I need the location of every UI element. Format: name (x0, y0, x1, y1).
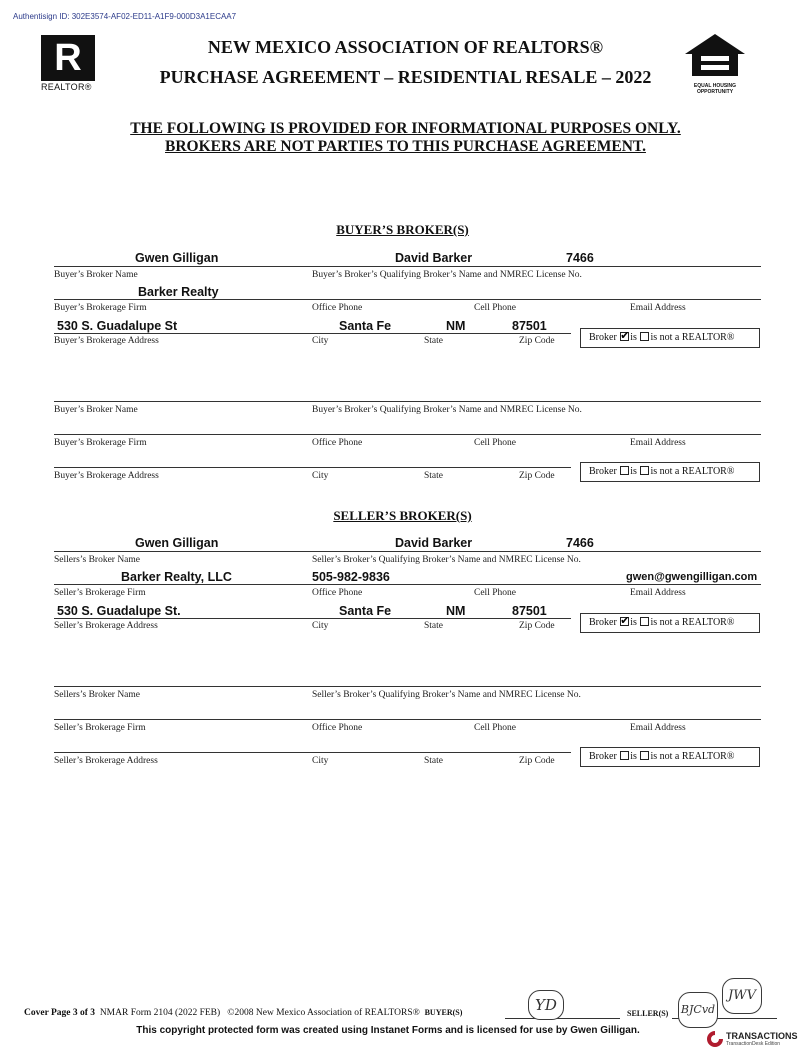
cell-phone-label: Cell Phone (474, 303, 516, 313)
divider (54, 467, 571, 468)
buyer-qualifying-label: Buyer’s Broker’s Qualifying Broker’s Name and NMREC License No. (312, 405, 582, 415)
cell-phone-label: Cell Phone (474, 588, 516, 598)
realtor-letter: R (54, 37, 82, 79)
seller-qualifying-name-value[interactable]: David Barker (395, 536, 473, 550)
is-not-realtor-checkbox[interactable] (640, 751, 649, 760)
realtor-word: REALTOR® (41, 82, 92, 92)
broker-label: Broker (589, 751, 617, 762)
sellers-section-title: SELLER’S BROKER(S) (333, 508, 472, 523)
cell-phone-label: Cell Phone (474, 438, 516, 448)
city-label: City (312, 621, 329, 631)
buyer-broker-name-label: Buyer’s Broker Name (54, 270, 138, 280)
state-label: State (424, 336, 443, 346)
buyer-state-value[interactable]: NM (446, 319, 466, 333)
eho-label-1: EQUAL HOUSING (693, 83, 737, 89)
buyer-broker-name-value[interactable]: Gwen Gilligan (135, 251, 219, 265)
seller-address-value[interactable]: 530 S. Guadalupe St. (57, 604, 181, 618)
is-not-label: is not a REALTOR® (650, 466, 735, 477)
is-label: is (630, 617, 637, 628)
seller-broker-name-label: Sellers’s Broker Name (54, 555, 141, 565)
is-not-label: is not a REALTOR® (650, 617, 735, 628)
form-title: PURCHASE AGREEMENT – RESIDENTIAL RESALE – 2022 (159, 67, 652, 87)
divider (54, 333, 571, 334)
seller-office-phone-value[interactable]: 505-982-9836 (312, 570, 390, 584)
zip-label: Zip Code (519, 756, 555, 766)
buyer-initials-text: YD (535, 996, 557, 1014)
seller-address-label: Seller’s Brokerage Address (54, 621, 158, 631)
is-realtor-checkbox[interactable] (620, 751, 629, 760)
seller-email-value[interactable]: gwen@gwengilligan.com (626, 571, 758, 583)
state-label: State (424, 756, 443, 766)
divider (54, 299, 761, 300)
buyer-firm-value[interactable]: Barker Realty (138, 285, 219, 299)
seller-broker-name-label: Sellers’s Broker Name (54, 690, 141, 700)
license-notice: This copyright protected form was created using Instanet Forms and is licensed for use by Gwen Gilligan. (136, 1025, 640, 1036)
office-phone-label: Office Phone (312, 723, 363, 733)
seller-address-label: Seller’s Brokerage Address (54, 756, 158, 766)
footer-page: Cover Page 3 of 3 (24, 1008, 96, 1018)
footer-line (24, 1008, 462, 1018)
buyer-address-label: Buyer’s Brokerage Address (54, 471, 159, 481)
transactions-brand: TRANSACTIONS (726, 1031, 798, 1041)
seller-city-value[interactable]: Santa Fe (339, 604, 392, 618)
realtor-status-box (580, 328, 760, 348)
divider (54, 584, 761, 585)
seller-firm-value[interactable]: Barker Realty, LLC (121, 570, 232, 584)
zip-label: Zip Code (519, 471, 555, 481)
is-not-realtor-checkbox[interactable] (640, 466, 649, 475)
notice-line-2: BROKERS ARE NOT PARTIES TO THIS PURCHASE AGREEMENT. (165, 138, 646, 155)
authentisign-id: Authentisign ID: 302E3574-AF02-ED11-A1F9-000D3A1ECAA7 (13, 12, 237, 21)
seller-initials-signature-1[interactable] (678, 992, 718, 1028)
sellers-initials-label: SELLER(S) (627, 1009, 669, 1018)
divider (54, 434, 761, 435)
is-label: is (630, 466, 637, 477)
is-not-realtor-checkbox[interactable] (640, 332, 649, 341)
seller-zip-value[interactable]: 87501 (512, 604, 547, 618)
buyer-qualifying-name-value[interactable]: David Barker (395, 251, 473, 265)
divider (54, 686, 761, 687)
broker-label: Broker (589, 617, 617, 628)
email-label: Email Address (630, 723, 686, 733)
office-phone-label: Office Phone (312, 588, 363, 598)
divider (54, 752, 571, 753)
org-title: NEW MEXICO ASSOCIATION OF REALTORS® (207, 37, 604, 57)
email-label: Email Address (630, 438, 686, 448)
seller-license-value[interactable]: 7466 (566, 536, 594, 550)
seller-initials-signature-2[interactable] (722, 978, 762, 1014)
seller-initials-text-1: BJCvd (680, 1003, 716, 1016)
is-realtor-checkbox[interactable] (620, 332, 629, 341)
city-label: City (312, 336, 329, 346)
seller-initials-text-2: JWV (728, 988, 756, 1003)
buyer-qualifying-label: Buyer’s Broker’s Qualifying Broker’s Name and NMREC License No. (312, 270, 582, 280)
is-realtor-checkbox[interactable] (620, 617, 629, 626)
city-label: City (312, 471, 329, 481)
buyer-address-label: Buyer’s Brokerage Address (54, 336, 159, 346)
is-not-realtor-checkbox[interactable] (640, 617, 649, 626)
buyer-address-value[interactable]: 530 S. Guadalupe St (57, 319, 178, 333)
seller-qualifying-label: Seller’s Broker’s Qualifying Broker’s Name and NMREC License No. (312, 690, 581, 700)
zip-label: Zip Code (519, 621, 555, 631)
seller-qualifying-label: Seller’s Broker’s Qualifying Broker’s Name and NMREC License No. (312, 555, 581, 565)
divider (54, 266, 761, 267)
state-label: State (424, 621, 443, 631)
email-label: Email Address (630, 588, 686, 598)
seller-state-value[interactable]: NM (446, 604, 466, 618)
transactions-logo (706, 1030, 806, 1048)
seller-firm-label: Seller’s Brokerage Firm (54, 588, 146, 598)
city-label: City (312, 756, 329, 766)
realtor-status-box (580, 747, 760, 767)
divider (54, 719, 761, 720)
buyer-initials-signature[interactable] (528, 990, 564, 1020)
is-label: is (630, 751, 637, 762)
buyer-broker-name-label: Buyer’s Broker Name (54, 405, 138, 415)
buyer-firm-label: Buyer’s Brokerage Firm (54, 438, 147, 448)
realtor-status-box (580, 462, 760, 482)
divider (54, 618, 571, 619)
transactions-icon (706, 1030, 724, 1048)
broker-label: Broker (589, 466, 617, 477)
is-not-label: is not a REALTOR® (650, 332, 735, 343)
seller-firm-label: Seller’s Brokerage Firm (54, 723, 146, 733)
footer-form-no: NMAR Form 2104 (2022 FEB) (99, 1008, 221, 1018)
buyers-initials-label: BUYER(S) (424, 1008, 463, 1017)
buyers-section-title: BUYER’S BROKER(S) (336, 222, 469, 237)
is-realtor-checkbox[interactable] (620, 466, 629, 475)
footer-copyright: ©2008 New Mexico Association of REALTORS® (227, 1008, 420, 1018)
divider (54, 401, 761, 402)
office-phone-label: Office Phone (312, 303, 363, 313)
buyer-license-value[interactable]: 7466 (566, 251, 594, 265)
is-not-label: is not a REALTOR® (650, 751, 735, 762)
transactions-sub: TransactionDesk Edition (726, 1041, 781, 1047)
buyer-zip-value[interactable]: 87501 (512, 319, 547, 333)
seller-broker-name-value[interactable]: Gwen Gilligan (135, 536, 219, 550)
zip-label: Zip Code (519, 336, 555, 346)
realtor-status-box (580, 613, 760, 633)
broker-label: Broker (589, 332, 617, 343)
office-phone-label: Office Phone (312, 438, 363, 448)
cell-phone-label: Cell Phone (474, 723, 516, 733)
eho-label-2: OPPORTUNITY (696, 89, 734, 95)
notice-line-1: THE FOLLOWING IS PROVIDED FOR INFORMATIONAL PURPOSES ONLY. (130, 120, 681, 137)
state-label: State (424, 471, 443, 481)
buyer-firm-label: Buyer’s Brokerage Firm (54, 303, 147, 313)
buyer-city-value[interactable]: Santa Fe (339, 319, 392, 333)
divider (54, 551, 761, 552)
is-label: is (630, 332, 637, 343)
email-label: Email Address (630, 303, 686, 313)
